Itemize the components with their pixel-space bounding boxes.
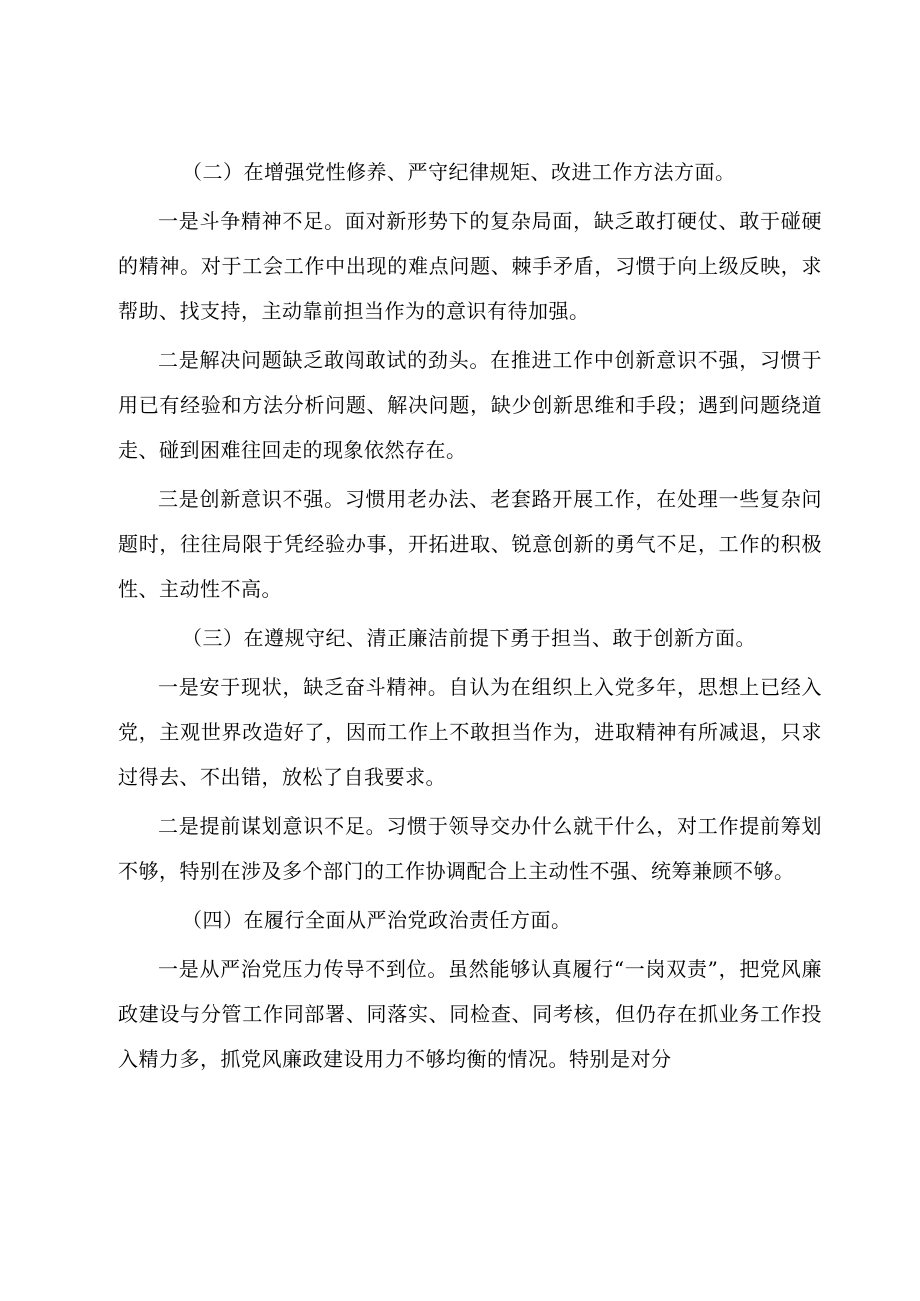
section-heading-2: （二）在增强党性修养、严守纪律规矩、改进工作方法方面。: [182, 160, 736, 184]
document-body: [118, 150, 822, 1086]
paragraph: 二是解决问题缺乏敢闯敢试的劲头。在推进工作中创新意识不强，习惯于用已有经验和方法分析问题、解决问题，缺少创新思维和手段；遇到问题绕道走、碰到困难往回走的现象依然存在。: [118, 348, 822, 462]
paragraph: 三是创新意识不强。习惯用老办法、老套路开展工作，在处理一些复杂问题时，往往局限于凭经验办事，开拓进取、锐意创新的勇气不足，工作的积极性、主动性不高。: [118, 487, 822, 601]
paragraph: 二是提前谋划意识不足。习惯于领导交办什么就干什么，对工作提前筹划不够，特别在涉及多个部门的工作协调配合上主动性不强、统筹兼顾不够。: [118, 814, 822, 883]
section-heading-3: （三）在遵规守纪、清正廉洁前提下勇于担当、敢于创新方面。: [182, 626, 756, 650]
paragraph: 一是从严治党压力传导不到位。虽然能够认真履行“一岗双责”，把党风廉政建设与分管工作同部署、同落实、同检查、同考核，但仍存在抓业务工作投入精力多，抓党风廉政建设用力不够均衡的情况。特别是对分: [118, 957, 822, 1071]
section-heading-4: （四）在履行全面从严治党政治责任方面。: [182, 908, 572, 932]
paragraph: 一是斗争精神不足。面对新形势下的复杂局面，缺乏敢打硬仗、敢于碰硬的精神。对于工会工作中出现的难点问题、棘手矛盾，习惯于向上级反映，求帮助、找支持，主动靠前担当作为的意识有待加强。: [118, 209, 822, 323]
paragraph: 一是安于现状，缺乏奋斗精神。自认为在组织上入党多年，思想上已经入党，主观世界改造好了，因而工作上不敢担当作为，进取精神有所减退，只求过得去、不出错，放松了自我要求。: [118, 675, 822, 789]
